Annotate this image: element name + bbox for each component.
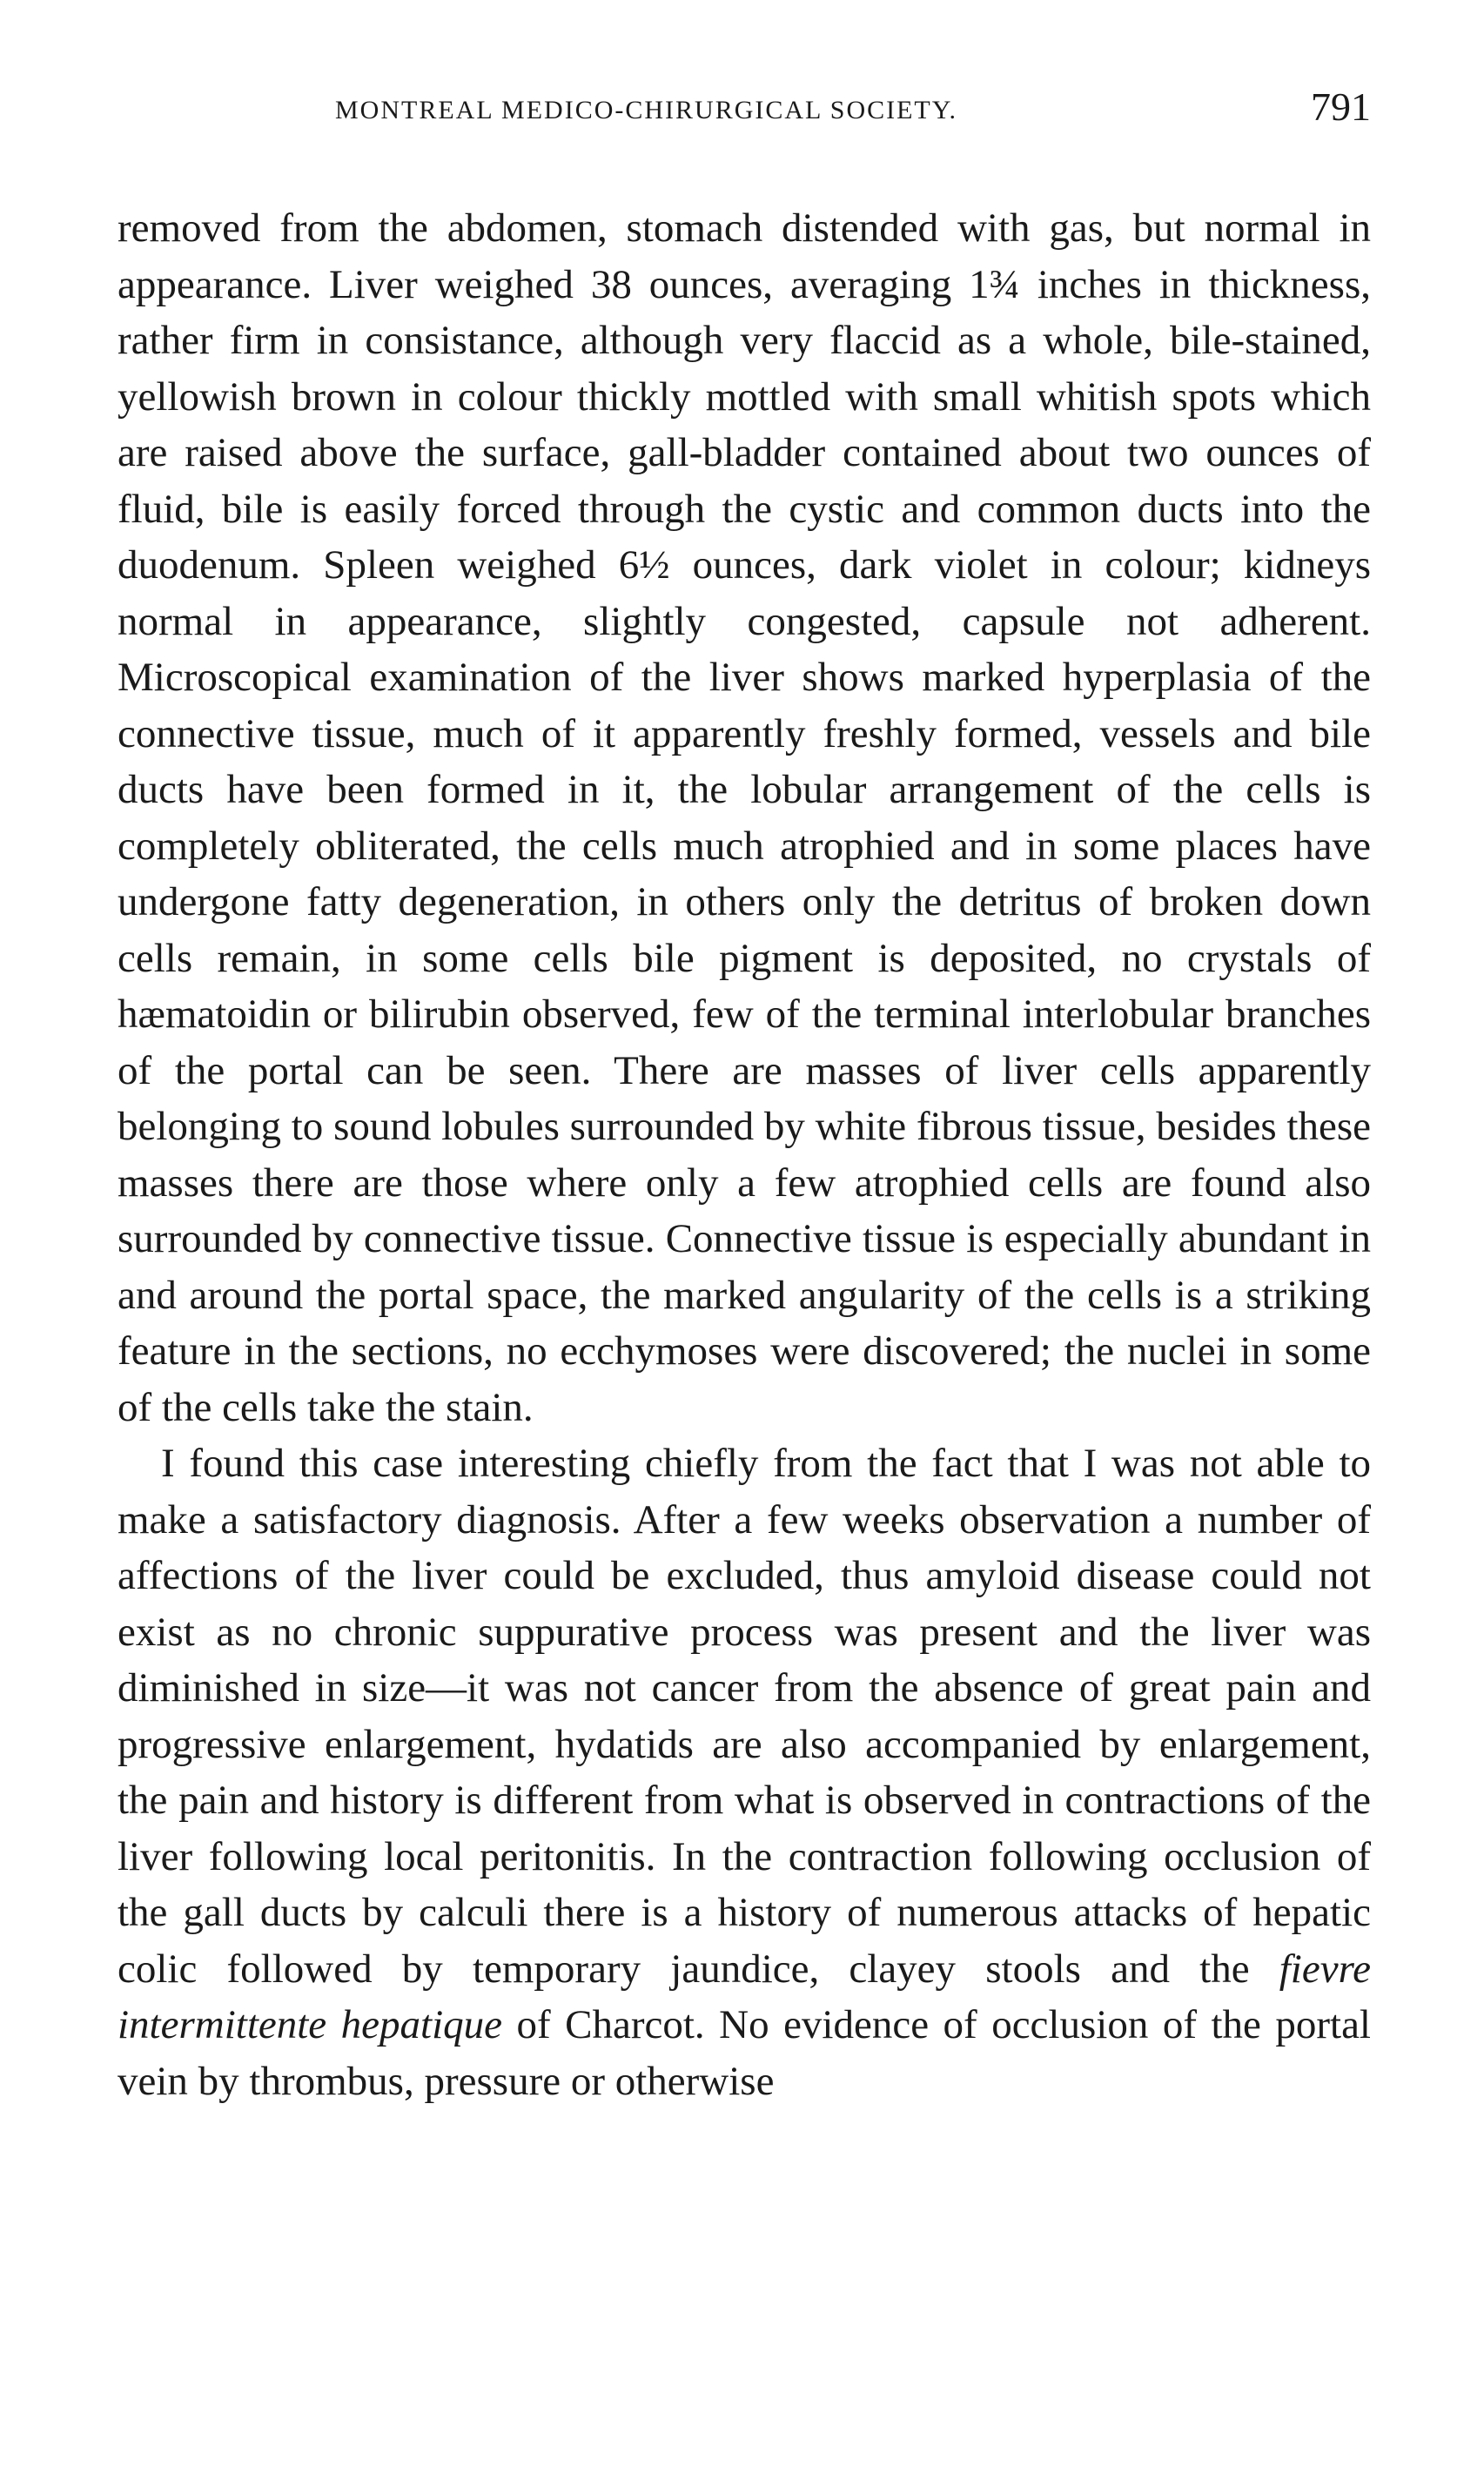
- paragraph-2-italic-term: fievre intermittente hepatique: [118, 1946, 1371, 2047]
- paragraph-2-text-end: of Charcot. No evidence of occlusion of the portal vein by thrombus, pressure or otherwise: [118, 2002, 1371, 2104]
- document-page: [118, 78, 1371, 2109]
- page-number: 791: [1311, 84, 1371, 129]
- running-head: MONTREAL MEDICO-CHIRURGICAL SOCIETY.: [335, 96, 958, 124]
- body-text: [118, 200, 1371, 2109]
- paragraph-2-text-start: I found this case interesting chiefly from the fact that I was not able to make a satisfactory diagnosis. After a few weeks observation a number of affections of the liver could be excluded, thus amyloid disease could not exist as no chronic suppurative process was present and the liver was diminished in size—it was not cancer from the absence of great pain and progressive enlargement, hydatids are also accompanied by enlargement, the pain and history is different from what is observed in contractions of the liver following local peritonitis. In the contraction following occlusion of the gall ducts by calculi there is a history of numerous attacks of hepatic colic followed by temporary jaundice, clayey stools and the: [118, 1441, 1371, 1992]
- page-header: [118, 78, 1371, 131]
- paragraph-autopsy-findings: removed from the abdomen, stomach distended with gas, but normal in appearance. Liver weighed 38 ounces, averaging 1¾ inches in thickness, rather firm in consistance, although very flaccid as a whole, bile-stained, yellowish brown in colour thickly mottled with small whitish spots which are raised above the surface, gall-bladder contained about two ounces of fluid, bile is easily forced through the cystic and common ducts into the duodenum. Spleen weighed 6½ ounces, dark violet in colour; kidneys normal in appearance, slightly congested, capsule not adherent. Microscopical examination of the liver shows marked hyperplasia of the connective tissue, much of it apparently freshly formed, vessels and bile ducts have been formed in it, the lobular arrangement of the cells is completely obliterated, the cells much atrophied and in some places have undergone fatty degeneration, in others only the detritus of broken down cells remain, in some cells bile pigment is deposited, no crystals of hæmatoidin or bilirubin observed, few of the terminal interlobular branches of the portal can be seen. There are masses of liver cells apparently belonging to sound lobules surrounded by white fibrous tissue, besides these masses there are those where only a few atrophied cells are found also surrounded by connective tissue. Connective tissue is especially abundant in and around the portal space, the marked angularity of the cells is a striking feature in the sections, no ecchymoses were discovered; the nuclei in some of the cells take the stain.: [118, 205, 1371, 1430]
- paragraph-diagnosis-discussion: [118, 1435, 1371, 2109]
